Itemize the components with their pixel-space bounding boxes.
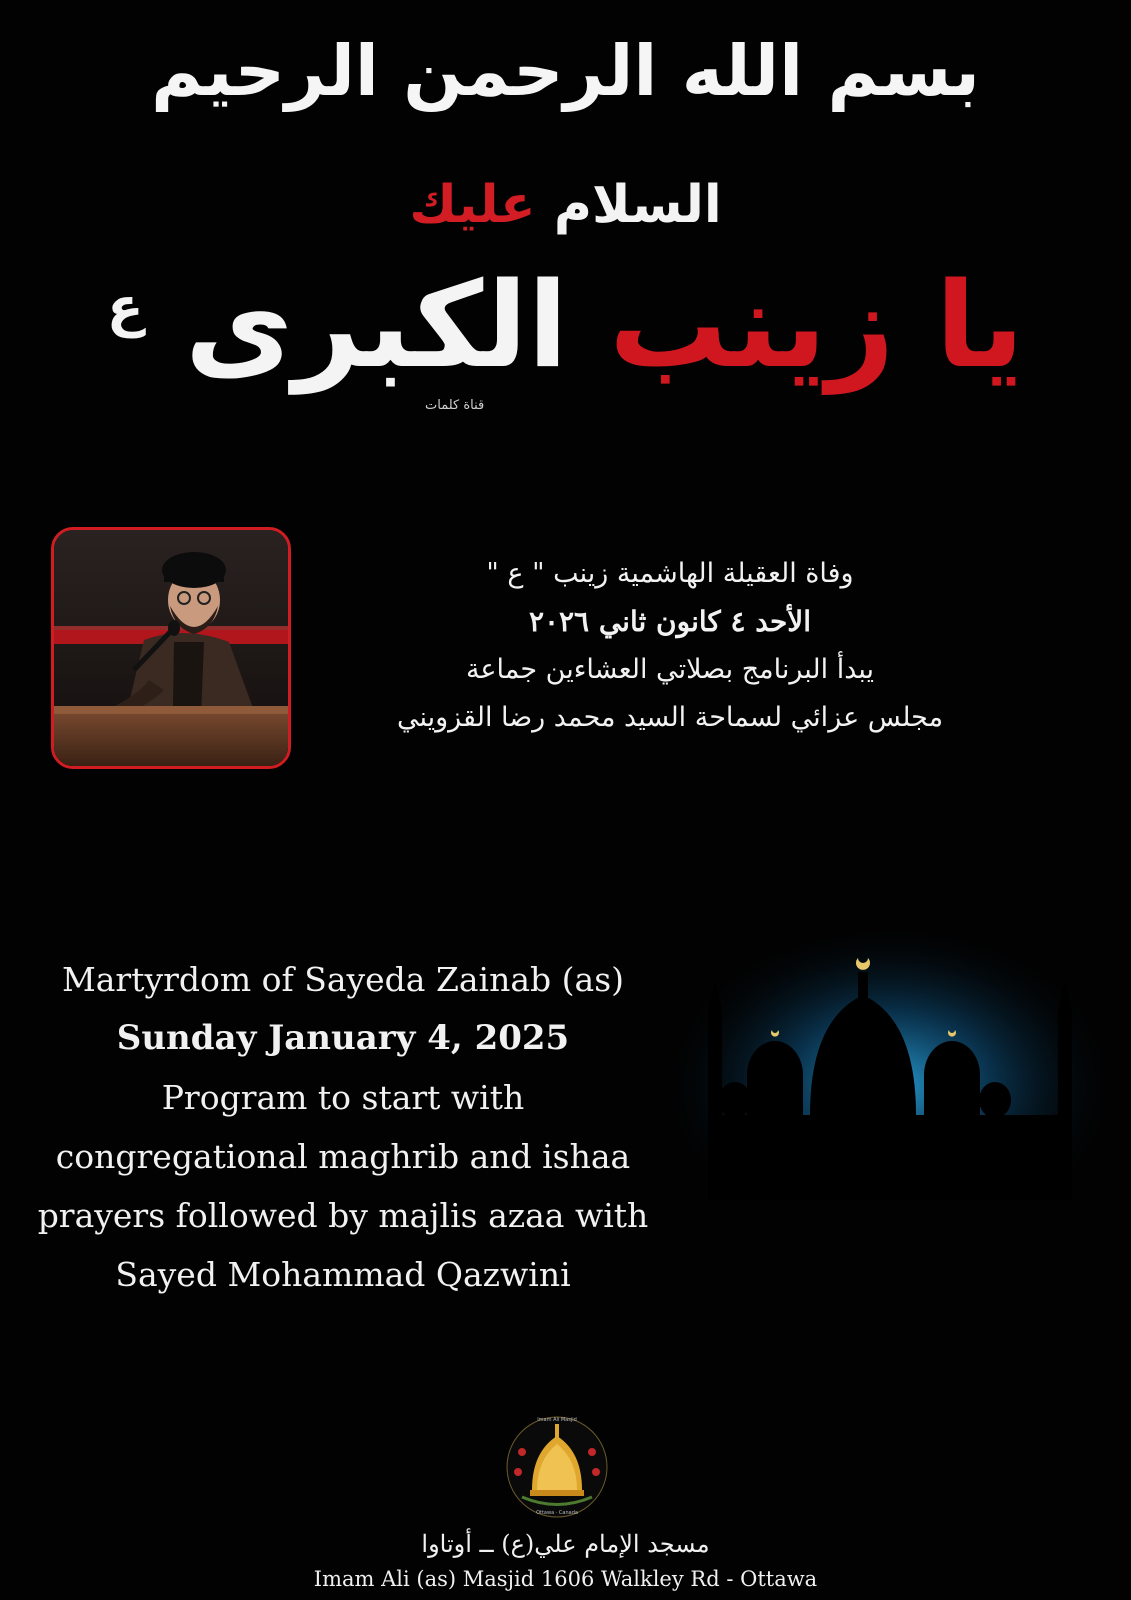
english-occasion: Martyrdom of Sayeda Zainab (as): [61, 960, 625, 999]
mosque-silhouette-icon: [680, 900, 1100, 1200]
english-program-line-2: congregational maghrib and ishaa: [55, 1137, 631, 1176]
alayki-word: عليك: [409, 175, 536, 235]
arabic-occasion: وفاة العقيلة الهاشمية زينب " ع ": [486, 558, 854, 589]
english-date: Sunday January 4, 2025: [116, 1018, 570, 1058]
arabic-majlis-speaker: مجلس عزائي لسماحة السيد محمد رضا القزويني: [396, 702, 944, 733]
al-kubra-word: الكبرى: [184, 256, 568, 394]
salam-calligraphy: [0, 175, 1131, 235]
logo-subtext: Ottawa · Canada: [536, 1510, 578, 1516]
arabic-date: الأحد ٤ كانون ثاني ٢٠٢٦: [528, 605, 812, 638]
speaker-illustration: [54, 530, 288, 766]
zainab-calligraphy: [0, 255, 1131, 397]
arabic-event-info: [320, 550, 1020, 742]
masjid-logo-icon: [502, 1412, 612, 1522]
english-program-line-3: prayers followed by majlis azaa with: [37, 1196, 649, 1235]
arabic-program-start: يبدأ البرنامج بصلاتي العشاءين جماعة: [465, 654, 875, 685]
calligraphy-credit: قناة كلمات: [425, 398, 485, 413]
english-program-line-1: Program to start with: [161, 1078, 525, 1117]
logo-text: Imam Ali Masjid: [537, 1417, 577, 1423]
speaker-photo: [51, 527, 291, 769]
ya-zainab-word: يا زينب: [609, 256, 1025, 394]
footer-arabic-name: مسجد الإمام علي(ع) ــ أوتاوا: [421, 1530, 710, 1558]
english-speaker: Sayed Mohammad Qazwini: [115, 1255, 571, 1294]
footer-address: Imam Ali (as) Masjid 1606 Walkley Rd - Ottawa: [313, 1567, 818, 1591]
salam-word: السلام: [553, 175, 722, 235]
english-event-info: [28, 950, 658, 1304]
ain-mark: ع: [106, 275, 144, 339]
basmala-calligraphy: بسم الله الرحمن الرحيم: [151, 30, 980, 112]
